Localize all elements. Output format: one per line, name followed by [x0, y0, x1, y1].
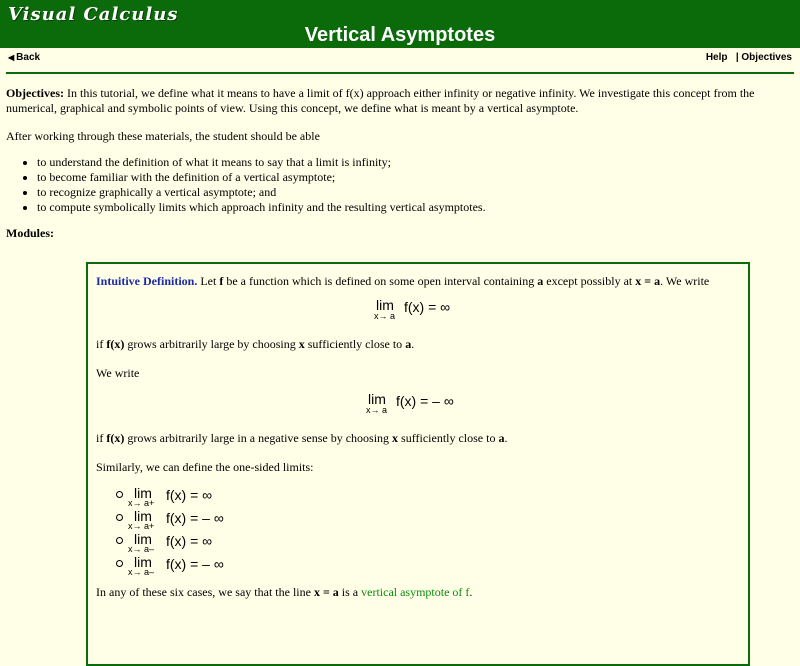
text: .	[411, 337, 415, 351]
lim-symbol: lim	[134, 554, 152, 570]
text: x	[392, 431, 399, 445]
text: .	[469, 585, 473, 599]
text: f(x)	[106, 337, 125, 351]
circle-bullet-icon	[116, 514, 123, 521]
grows-large-text	[96, 337, 736, 352]
limit-formula-neg-infinity	[96, 391, 736, 421]
text: f	[219, 274, 224, 288]
limit-expression: f(x) = ∞	[166, 487, 213, 503]
intro-section	[6, 86, 794, 241]
grows-negative-text	[96, 431, 736, 446]
help-link[interactable]: Help	[705, 52, 728, 63]
text: be a function which is defined on some open interval containing	[223, 274, 538, 288]
objectives-link[interactable]: | Objectives	[735, 52, 792, 63]
objectives-label: Objectives:	[6, 86, 64, 100]
text: if	[96, 431, 107, 445]
objectives-text: In this tutorial, we define what it means to have a limit of f(x) approach either infinity or negative infinity. We investigate this concept from the numerical, graphical and symbolic points of view. Using this concept, we define what is meant by a vertical asymptote.	[6, 86, 755, 115]
limit-subscript: x→ a	[374, 311, 396, 321]
one-sided-limits-list	[96, 485, 736, 577]
list-item: • to become familiar with the definition of a vertical asymptote;	[37, 170, 794, 185]
text: grows arbitrarily large by choosing	[124, 337, 299, 351]
limit-subscript: x→ a–	[128, 567, 155, 577]
text: Let	[197, 274, 220, 288]
text: x = a	[313, 585, 339, 599]
limit-subscript: x→ a+	[128, 521, 155, 531]
list-item	[96, 485, 736, 508]
site-logo[interactable]: Visual Calculus	[8, 4, 179, 25]
limit-subscript: x→ a+	[128, 498, 155, 508]
text: .	[504, 431, 508, 445]
vertical-asymptote-link[interactable]: vertical asymptote of f	[361, 585, 470, 599]
goals-list	[6, 155, 794, 215]
circle-bullet-icon	[116, 491, 123, 498]
lead-text: After working through these materials, the student should be able	[6, 129, 320, 143]
lim-symbol: lim	[134, 531, 152, 547]
limit-formula-infinity	[96, 297, 736, 327]
we-write-text: We write	[96, 366, 140, 380]
limit-expression: f(x) = – ∞	[166, 556, 224, 572]
text: a	[498, 431, 505, 445]
back-arrow-icon: ◀	[8, 53, 15, 62]
back-link[interactable]	[8, 52, 40, 63]
limit-expression: f(x) = – ∞	[166, 510, 224, 526]
lim-symbol: lim	[134, 508, 152, 524]
text: except possibly at	[543, 274, 636, 288]
one-sided-intro: Similarly, we can define the one-sided limits:	[96, 460, 314, 474]
lim-symbol: lim	[368, 391, 386, 407]
text: In any of these six cases, we say that the line	[96, 585, 314, 599]
back-label: Back	[16, 52, 41, 63]
objectives-paragraph	[6, 86, 794, 116]
lim-symbol: lim	[134, 485, 152, 501]
text: sufficiently close to	[398, 431, 499, 445]
text: x	[298, 337, 305, 351]
header-banner	[0, 0, 800, 48]
header-divider	[6, 72, 794, 74]
asymptote-conclusion	[96, 585, 736, 600]
circle-bullet-icon	[116, 560, 123, 567]
top-right-nav	[706, 52, 792, 63]
text: a	[537, 274, 544, 288]
text: . We write	[660, 274, 710, 288]
limit-expression: f(x) = ∞	[166, 533, 213, 549]
list-item	[96, 508, 736, 531]
limit-subscript: x→ a–	[128, 544, 155, 554]
list-item: • to understand the definition of what it means to say that a limit is infinity;	[37, 155, 794, 170]
list-item: • to recognize graphically a vertical asymptote; and	[37, 185, 794, 200]
lim-symbol: lim	[376, 297, 394, 313]
text: a	[405, 337, 412, 351]
limit-expression: f(x) = – ∞	[396, 393, 454, 409]
module-box	[86, 262, 750, 666]
definition-intro	[96, 274, 736, 289]
list-item	[96, 554, 736, 577]
text: x = a	[635, 274, 661, 288]
modules-heading: Modules:	[6, 226, 54, 240]
circle-bullet-icon	[116, 537, 123, 544]
intuitive-definition-label: Intuitive Definition.	[96, 274, 198, 288]
list-item	[96, 531, 736, 554]
text: if	[96, 337, 107, 351]
text: sufficiently close to	[304, 337, 406, 351]
text: f(x)	[106, 431, 125, 445]
text: grows arbitrarily large in a negative sense by choosing	[124, 431, 393, 445]
text: is a	[338, 585, 362, 599]
limit-subscript: x→ a	[366, 405, 388, 415]
limit-expression: f(x) = ∞	[404, 299, 451, 315]
page-title: Vertical Asymptotes	[304, 24, 496, 46]
list-item: • to compute symbolically limits which approach infinity and the resulting vertical asymptotes.	[37, 200, 794, 215]
